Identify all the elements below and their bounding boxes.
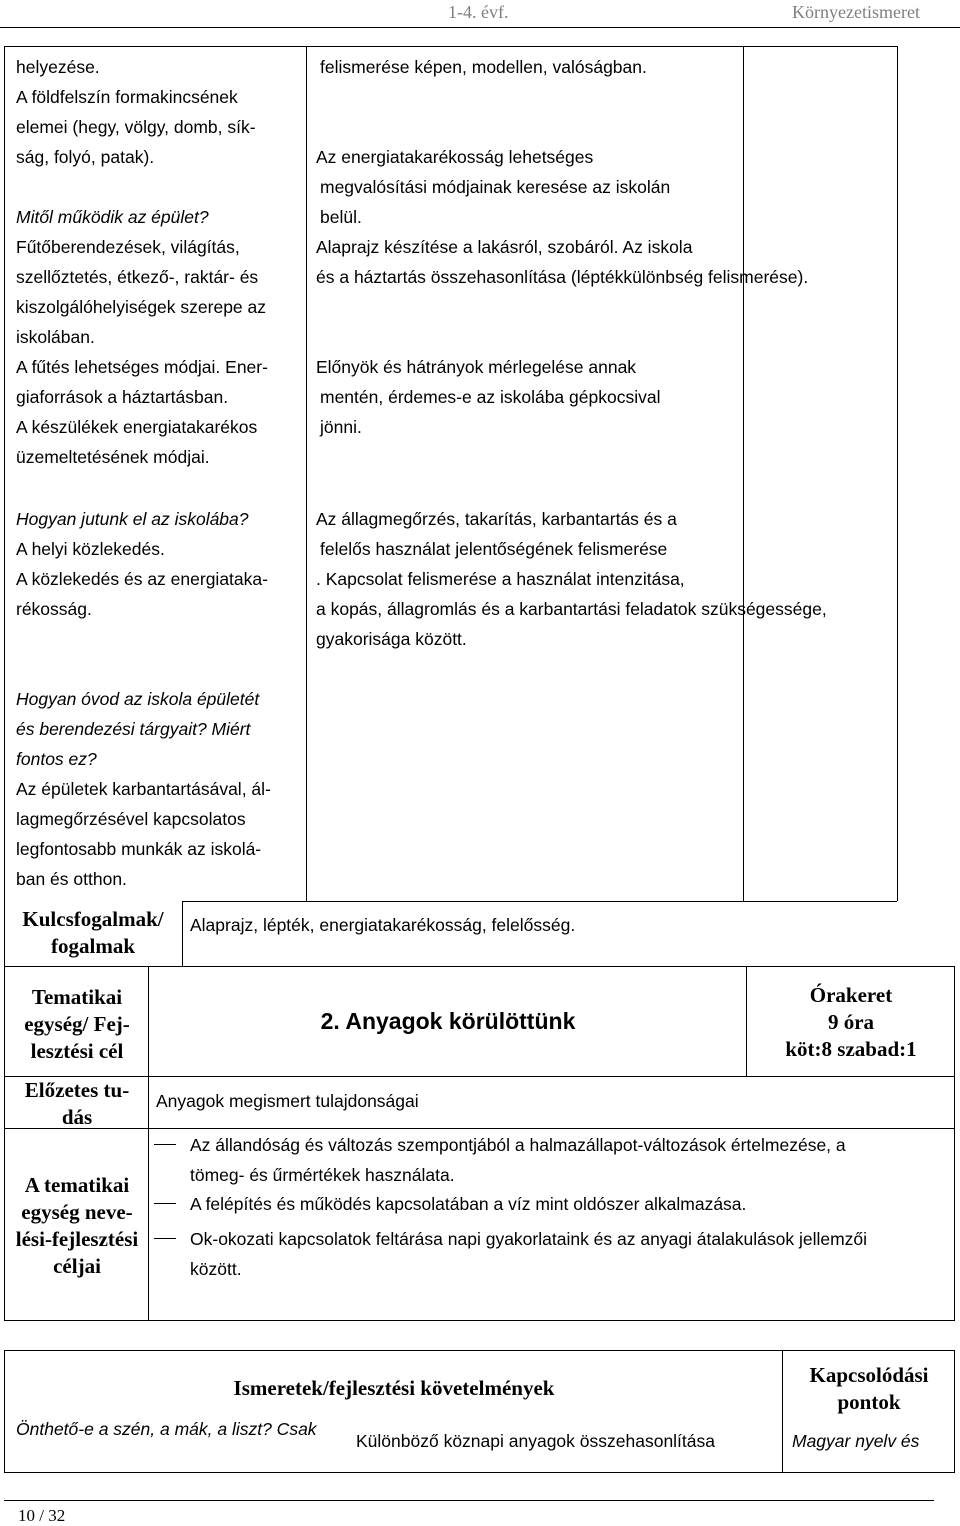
table-top-border	[4, 46, 897, 47]
unit-label-divider	[148, 966, 149, 1321]
unit-right-border	[954, 966, 955, 1321]
table2-left-border	[4, 1350, 5, 1472]
prior-label: Előzetes tu-dás	[24, 1078, 130, 1129]
requirements-header: Ismeretek/fejlesztési követelmények	[233, 1376, 555, 1400]
left-text-line: szellőztetés, étkező-, raktár- és	[16, 267, 259, 287]
table-right-border	[897, 46, 898, 901]
left-text-line: elemei (hegy, völgy, domb, sík-	[16, 117, 256, 137]
links-text: Magyar nyelv és	[792, 1431, 920, 1451]
table2-divider	[782, 1350, 783, 1472]
left-text-line: A földfelszín formakincsének	[16, 87, 238, 107]
left-text-line: A közlekedés és az energiataka-	[16, 569, 268, 589]
goals-label: A tematikai egység neve-lési-fejlesztési céljai	[15, 1173, 139, 1278]
column-divider	[306, 46, 307, 901]
bullet-dash	[154, 1144, 176, 1145]
table2-right-border	[954, 1350, 955, 1472]
subject-header: Környezetismeret	[792, 2, 920, 22]
left-text-line: rékosság.	[16, 599, 92, 619]
hours-value: 9 óra	[827, 1010, 875, 1034]
right-text-line: belül.	[320, 207, 362, 227]
left-text-line: A készülékek energiatakarékos	[16, 417, 258, 437]
keywords-value: Alaprajz, lépték, energiatakarékosság, felelősség.	[190, 915, 576, 935]
hours-divider	[746, 966, 747, 1076]
left-text-line: ban és otthon.	[16, 869, 127, 889]
goal-item-line: Az állandóság és változás szempontjából a halmazállapot-változások értelmezése, a	[190, 1135, 846, 1155]
left-text-line: legfontosabb munkák az iskolá-	[16, 839, 262, 859]
requirements-text: Különböző köznapi anyagok összehasonlítása	[356, 1431, 715, 1451]
unit-left-border	[4, 966, 5, 1321]
right-text-line: Az energiatakarékosság lehetséges	[316, 147, 594, 167]
goal-item-line: tömeg- és űrmértékek használata.	[190, 1165, 455, 1185]
goal-item-line: A felépítés és működés kapcsolatában a víz mint oldószer alkalmazása.	[190, 1194, 747, 1214]
bullet-dash	[154, 1203, 176, 1204]
keywords-divider	[182, 901, 183, 966]
keywords-bottom-border	[4, 966, 955, 967]
page-number: 10 / 32	[18, 1506, 66, 1525]
left-text-line: kiszolgálóhelyiségek szerepe az	[16, 297, 266, 317]
right-text-line: a kopás, állagromlás és a karbantartási feladatok szükségessége,	[316, 599, 827, 619]
right-text-line: és a háztartás összehasonlítása (léptékkülönbség felismerése).	[316, 267, 809, 287]
right-text-line: gyakorisága között.	[316, 629, 467, 649]
left-text-line: helyezése.	[16, 57, 100, 77]
goal-item-line: Ok-okozati kapcsolatok feltárása napi gyakorlataink és az anyagi átalakulások jellemzői	[190, 1229, 868, 1249]
right-text-line: jönni.	[320, 417, 362, 437]
left-text-line: A fűtés lehetséges módjai. Ener-	[16, 357, 268, 377]
left-text-line: iskolában.	[16, 327, 95, 347]
left-text-line: üzemeltetésének módjai.	[16, 447, 210, 467]
right-text-line: Az állagmegőrzés, takarítás, karbantartás és a	[316, 509, 677, 529]
left-question: Mitől működik az épület?	[16, 207, 209, 227]
left-question: Hogyan óvod az iskola épületét	[16, 689, 260, 709]
left-question: és berendezési tárgyait? Miért	[16, 719, 251, 739]
right-text-line: Előnyök és hátrányok mérlegelése annak	[316, 357, 637, 377]
footer-rule	[4, 1500, 934, 1501]
unit-label: Tematikai egység/ Fej-lesztési cél	[24, 985, 130, 1063]
header-rule	[0, 27, 960, 28]
grade-header: 1-4. évf.	[448, 2, 509, 22]
right-text-line: Alaprajz készítése a lakásról, szobáról. Az iskola	[316, 237, 693, 257]
requirements-question: Önthető-e a szén, a mák, a liszt? Csak	[16, 1419, 317, 1439]
links-header: Kapcsolódási pontok	[809, 1363, 929, 1414]
left-question: fontos ez?	[16, 749, 97, 769]
left-text-line: ság, folyó, patak).	[16, 147, 155, 167]
goal-item-line: között.	[190, 1259, 242, 1279]
bullet-dash	[154, 1238, 176, 1239]
keywords-label: Kulcsfogalmak/ fogalmak	[22, 907, 164, 958]
left-question: Hogyan jutunk el az iskolába?	[16, 509, 249, 529]
left-text-line: giaforrások a háztartásban.	[16, 387, 229, 407]
right-text-line: . Kapcsolat felismerése a használat intenzitása,	[316, 569, 685, 589]
left-text-line: Fűtőberendezések, világítás,	[16, 237, 240, 257]
hours-label: Órakeret	[809, 983, 893, 1007]
table2-top-border	[4, 1350, 955, 1351]
unit-row-border	[4, 1076, 955, 1077]
unit-title: 2. Anyagok körülöttünk	[320, 1008, 576, 1034]
right-text-line: felelős használat jelentőségének felismerése	[320, 539, 668, 559]
left-text-line: A helyi közlekedés.	[16, 539, 165, 559]
hours-split: köt:8 szabad:1	[785, 1037, 917, 1061]
right-text-line: megvalósítási módjainak keresése az iskolán	[320, 177, 671, 197]
table-left-border	[4, 46, 5, 966]
right-text-line: felismerése képen, modellen, valóságban.	[320, 57, 647, 77]
unit-bottom-border	[4, 1320, 955, 1321]
prior-row-border	[4, 1128, 955, 1129]
column-divider-2	[743, 46, 744, 901]
left-text-line: lagmegőrzésével kapcsolatos	[16, 809, 246, 829]
right-text-line: mentén, érdemes-e az iskolába gépkocsival	[320, 387, 661, 407]
prior-value: Anyagok megismert tulajdonságai	[156, 1091, 419, 1111]
keywords-top-border	[182, 901, 897, 902]
left-text-line: Az épületek karbantartásával, ál-	[16, 779, 271, 799]
table2-bottom-border	[4, 1472, 955, 1473]
